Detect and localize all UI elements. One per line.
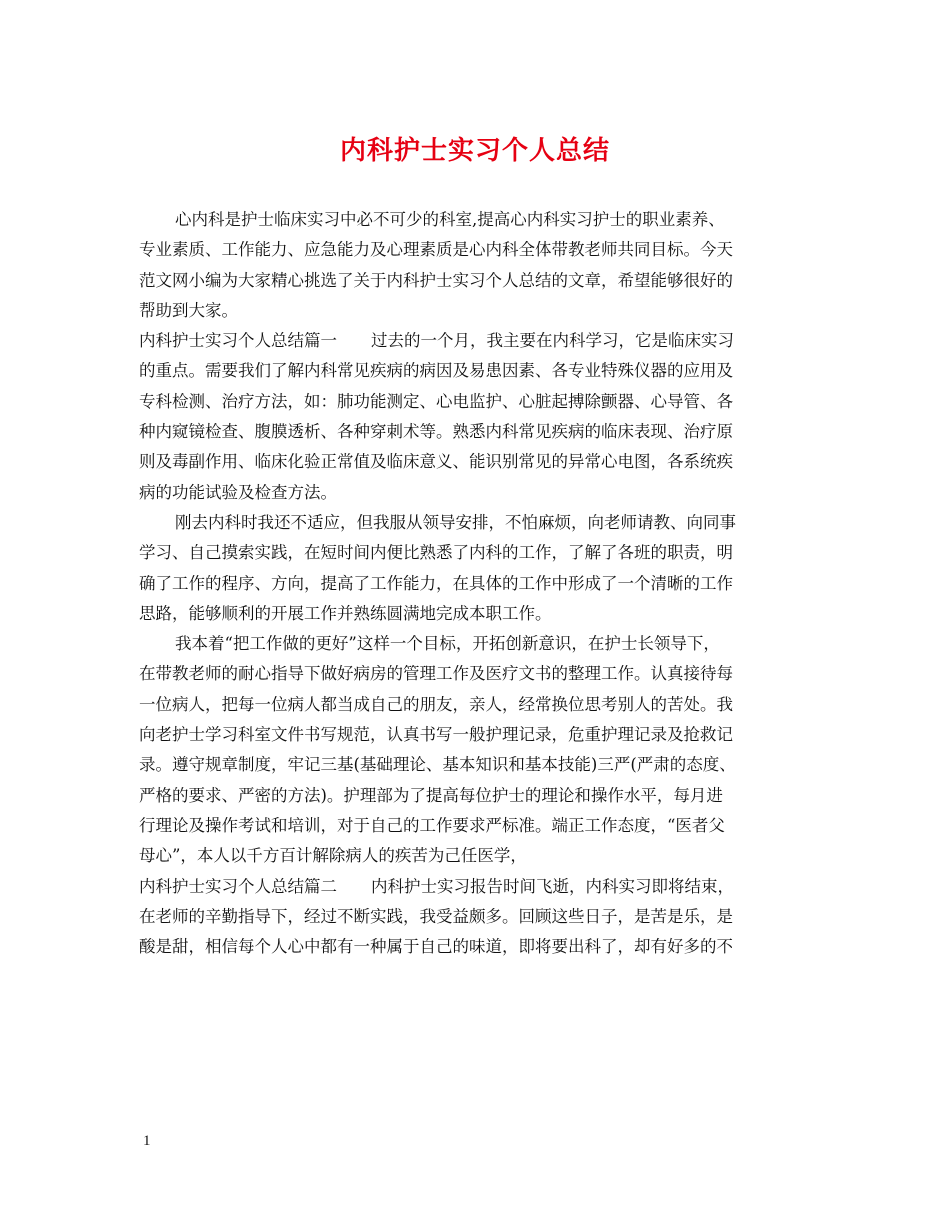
paragraph-line: 录。遵守规章制度，牢记三基(基础理论、基本知识和基本技能)三严(严肃的态度、	[139, 755, 736, 775]
paragraph-line: 确了工作的程序、方向，提高了工作能力，在具体的工作中形成了一个清晰的工作	[139, 573, 733, 593]
paragraph-line: 严格的要求、严密的方法)。护理部为了提高每位护士的理论和操作水平，每月进	[139, 785, 723, 805]
paragraph-line: 母心”，本人以千方百计解除病人的疾苦为己任医学，	[139, 846, 527, 866]
section-heading-line-1	[139, 326, 814, 356]
paragraph-line: 刚去内科时我还不适应，但我服从领导安排，不怕麻烦，向老师请教、向同事	[175, 512, 736, 532]
paragraph-text: 过去的一个月，我主要在内科学习，它是临床实习	[371, 331, 734, 351]
paragraph-line: 帮助到大家。	[139, 300, 238, 320]
paragraph-line: 专业素质、工作能力、应急能力及心理素质是心内科全体带教老师共同目标。今天	[139, 240, 733, 260]
paragraph-line: 范文网小编为大家精心挑选了关于内科护士实习个人总结的文章，希望能够很好的	[139, 270, 733, 290]
paragraph-line: 行理论及操作考试和培训，对于自己的工作要求严标准。端正工作态度，“医者父	[139, 815, 725, 835]
paragraph-line: 专科检测、治疗方法，如：肺功能测定、心电监护、心脏起搏除颤器、心导管、各	[139, 391, 733, 411]
paragraph-line: 病的功能试验及检查方法。	[139, 482, 337, 502]
paragraph-line: 一位病人，把每一位病人都当成自己的朋友，亲人，经常换位思考别人的苦处。我	[139, 694, 733, 714]
document-title: 内科护士实习个人总结	[339, 136, 610, 166]
section-heading-line-2	[139, 872, 814, 902]
paragraph-line: 在老师的辛勤指导下，经过不断实践，我受益颇多。回顾这些日子，是苦是乐，是	[139, 906, 733, 926]
page-number: 1	[143, 1133, 151, 1149]
paragraph-line: 的重点。需要我们了解内科常见疾病的病因及易患因素、各专业特殊仪器的应用及	[139, 361, 733, 381]
paragraph-line: 种内窥镜检查、腹膜透析、各种穿刺术等。熟悉内科常见疾病的临床表现、治疗原	[139, 422, 733, 442]
paragraph-line: 酸是甜，相信每个人心中都有一种属于自己的味道，即将要出科了，却有好多的不	[139, 937, 733, 957]
paragraph-line: 思路，能够顺利的开展工作并熟练圆满地完成本职工作。	[139, 603, 552, 623]
paragraph-line: 向老护士学习科室文件书写规范，认真书写一般护理记录，危重护理记录及抢救记	[139, 725, 733, 745]
document-body	[139, 205, 814, 962]
paragraph-line: 学习、自己摸索实践，在短时间内便比熟悉了内科的工作，了解了各班的职责，明	[139, 543, 733, 563]
paragraph-line: 在带教老师的耐心指导下做好病房的管理工作及医疗文书的整理工作。认真接待每	[139, 664, 733, 684]
section-label: 内科护士实习个人总结篇一	[139, 331, 337, 351]
paragraph-text: 内科护士实习报告时间飞逝，内科实习即将结束，	[371, 876, 734, 896]
paragraph-line: 我本着“把工作做的更好”这样一个目标，开拓创新意识，在护士长领导下，	[175, 634, 720, 654]
section-label: 内科护士实习个人总结篇二	[139, 876, 337, 896]
paragraph-line: 心内科是护士临床实习中必不可少的科室,提高心内科实习护士的职业素养、	[175, 210, 725, 229]
paragraph-line: 则及毒副作用、临床化验正常值及临床意义、能识别常见的异常心电图，各系统疾	[139, 452, 733, 472]
